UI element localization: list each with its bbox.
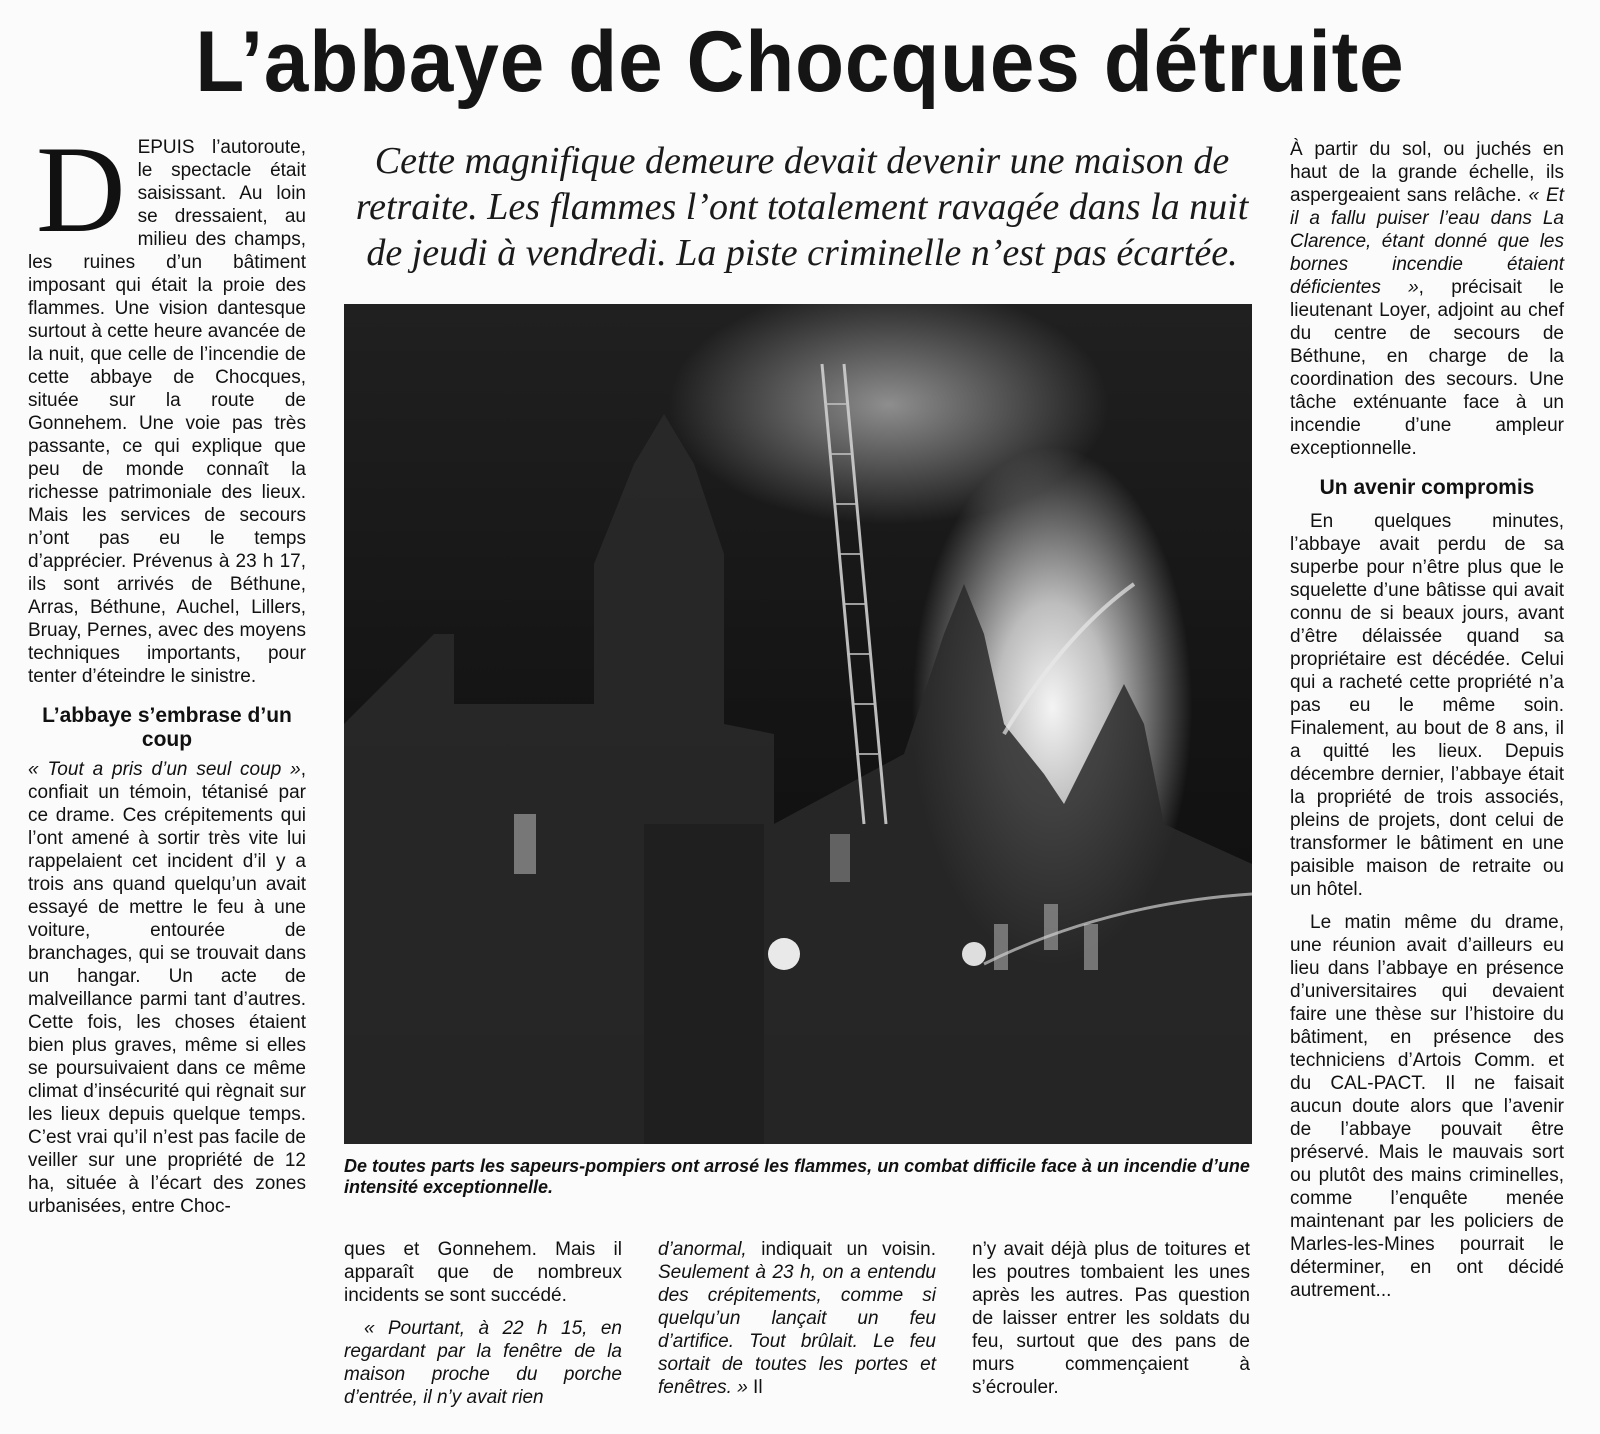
article-column-4 (972, 1238, 1250, 1399)
fire-photo (344, 304, 1252, 1144)
col5-paragraph-2: En quelques minutes, l’abbaye avait perdu de sa superbe pour n’être plus que le squelette d’une bâtisse qui avait connu de si beaux jours, avant d’être délaissée quand sa propriétaire est décédée. Celui qui a racheté cette propriété n’a pas eu le même soin. Finalement, au bout de 8 ans, il a quitté les lieux. Depuis décembre dernier, l’abbaye était la propriété de trois associés, pleins de projets, dont celui de transformer le bâtiment en une paisible maison de retraite ou un hôtel. (1290, 511, 1564, 900)
colC-paragraph-1: n’y avait déjà plus de toitures et les poutres tombaient les unes après les autres. Pas question de laisser entrer les soldats du feu, surtout que des pans de murs commençaient à s’écrouler. (972, 1239, 1250, 1398)
colB-quote-1: d’anormal, (658, 1239, 747, 1260)
col5-text-1a: À partir du sol, ou juchés en haut de la grande échelle, ils aspergeaient sans relâche. (1290, 139, 1564, 206)
colA-paragraph-1: ques et Gonnehem. Mais il apparaît que de nombreux incidents se sont succédé. (344, 1239, 622, 1306)
lead-caps: EPUIS (137, 137, 195, 158)
colB-text-2: Il (747, 1377, 763, 1398)
photo-caption: De toutes parts les sapeurs-pompiers ont arrosé les flammes, un combat difficile face à un incendie d’une intensité exceptionnelle. (344, 1156, 1250, 1197)
col5-text-1b: , précisait le lieutenant Loyer, adjoint au chef du centre de secours de Béthune, en charge de la coordination des secours. Une tâche exténuante face à un incendie d’une ampleur exceptionnelle. (1290, 277, 1565, 459)
colB-text-1: indiquait un voisin. (746, 1239, 936, 1260)
colA-quote: « Pourtant, à 22 h 15, en regardant par la fenêtre de la maison proche du porche d’entrée, il n’y avait rien (344, 1318, 622, 1408)
drop-cap: D (36, 121, 126, 258)
article-column-1 (28, 121, 306, 1218)
subheading-avenir: Un avenir compromis (1319, 476, 1535, 499)
headline: L’abbaye de Chocques détruite (195, 14, 1405, 110)
col5-paragraph-3: Le matin même du drame, une réunion avait d’ailleurs eu lieu dans l’abbaye en présence d’universitaires qui devaient faire une thèse sur l’histoire du bâtiment, en présence des techniciens d’Artois Comm. et du CAL-PACT. Il ne faisait aucun doute alors que l’avenir de l’abbaye pouvait être préservé. Mais le mauvais sort ou plutôt des mains criminelles, comme l’enquête menée maintenant par les policiers de Marles-les-Mines pourrait le déterminer, en ont décidé autrement... (1290, 912, 1564, 1301)
colB-quote-2: Seulement à 23 h, on a entendu des crépitements, comme si quelqu’un lançait un feu d’artifice. Tout brûlait. Le feu sortait de toutes les portes et fenêtres. » (658, 1262, 936, 1398)
subheading-embrase: L’abbaye s’embrase d’un coup (42, 704, 292, 751)
article-column-3 (658, 1238, 936, 1399)
col1-quote: « Tout a pris d’un seul coup » (28, 759, 301, 780)
col1-paragraph-2: , confiait un témoin, tétanisé par ce drame. Ces crépitements qui l’ont amené à sortir très vite lui rappelaient cet incident d’il y a trois ans quand quelqu’un avait essayé de mettre le feu à une voiture, entourée de branchages, qui se trouvait dans un hangar. Un acte de malveillance parmi tant d’autres. Cette fois, les choses étaient bien plus graves, même si elles se poursuivaient dans ce même climat d’insécurité qui règnait sur les lieux depuis quelque temps. C’est vrai qu’il n’est pas facile de veiller sur une propriété de 12 ha, située à l’écart des zones urbanisées, entre Choc- (28, 759, 306, 1217)
deck-subtitle: Cette magnifique demeure devait devenir une maison de retraite. Les flammes l’ont totalement ravagée dans la nuit de jeudi à vendredi. La piste criminelle n’est pas écartée. (355, 140, 1249, 274)
abbey-fire-illustration (344, 304, 1252, 1144)
col1-paragraph-1: l’autoroute, le spectacle était saisissant. Au loin se dressaient, au milieu des champs, les ruines d’un bâtiment imposant qui était la proie des flammes. Une vision dantesque surtout à cette heure avancée de la nuit, que celle de l’incendie de cette abbaye de Chocques, située sur la route de Gonnehem. Une voie pas très passante, ce qui explique que peu de monde connaît la richesse patrimoniale des lieux. Mais les services de secours n’ont pas eu le temps d’apprécier. Prévenus à 23 h 17, ils sont arrivés de Béthune, Arras, Béthune, Auchel, Lillers, Bruay, Pernes, avec des moyens techniques importants, pour tenter d’éteindre le sinistre. (28, 137, 306, 687)
col5-quote: « Et il a fallu puiser l’eau dans La Clarence, étant donné que les bornes incendie étaient déficientes » (1290, 185, 1564, 298)
article-column-5 (1290, 138, 1564, 1302)
article-column-2 (344, 1238, 622, 1409)
